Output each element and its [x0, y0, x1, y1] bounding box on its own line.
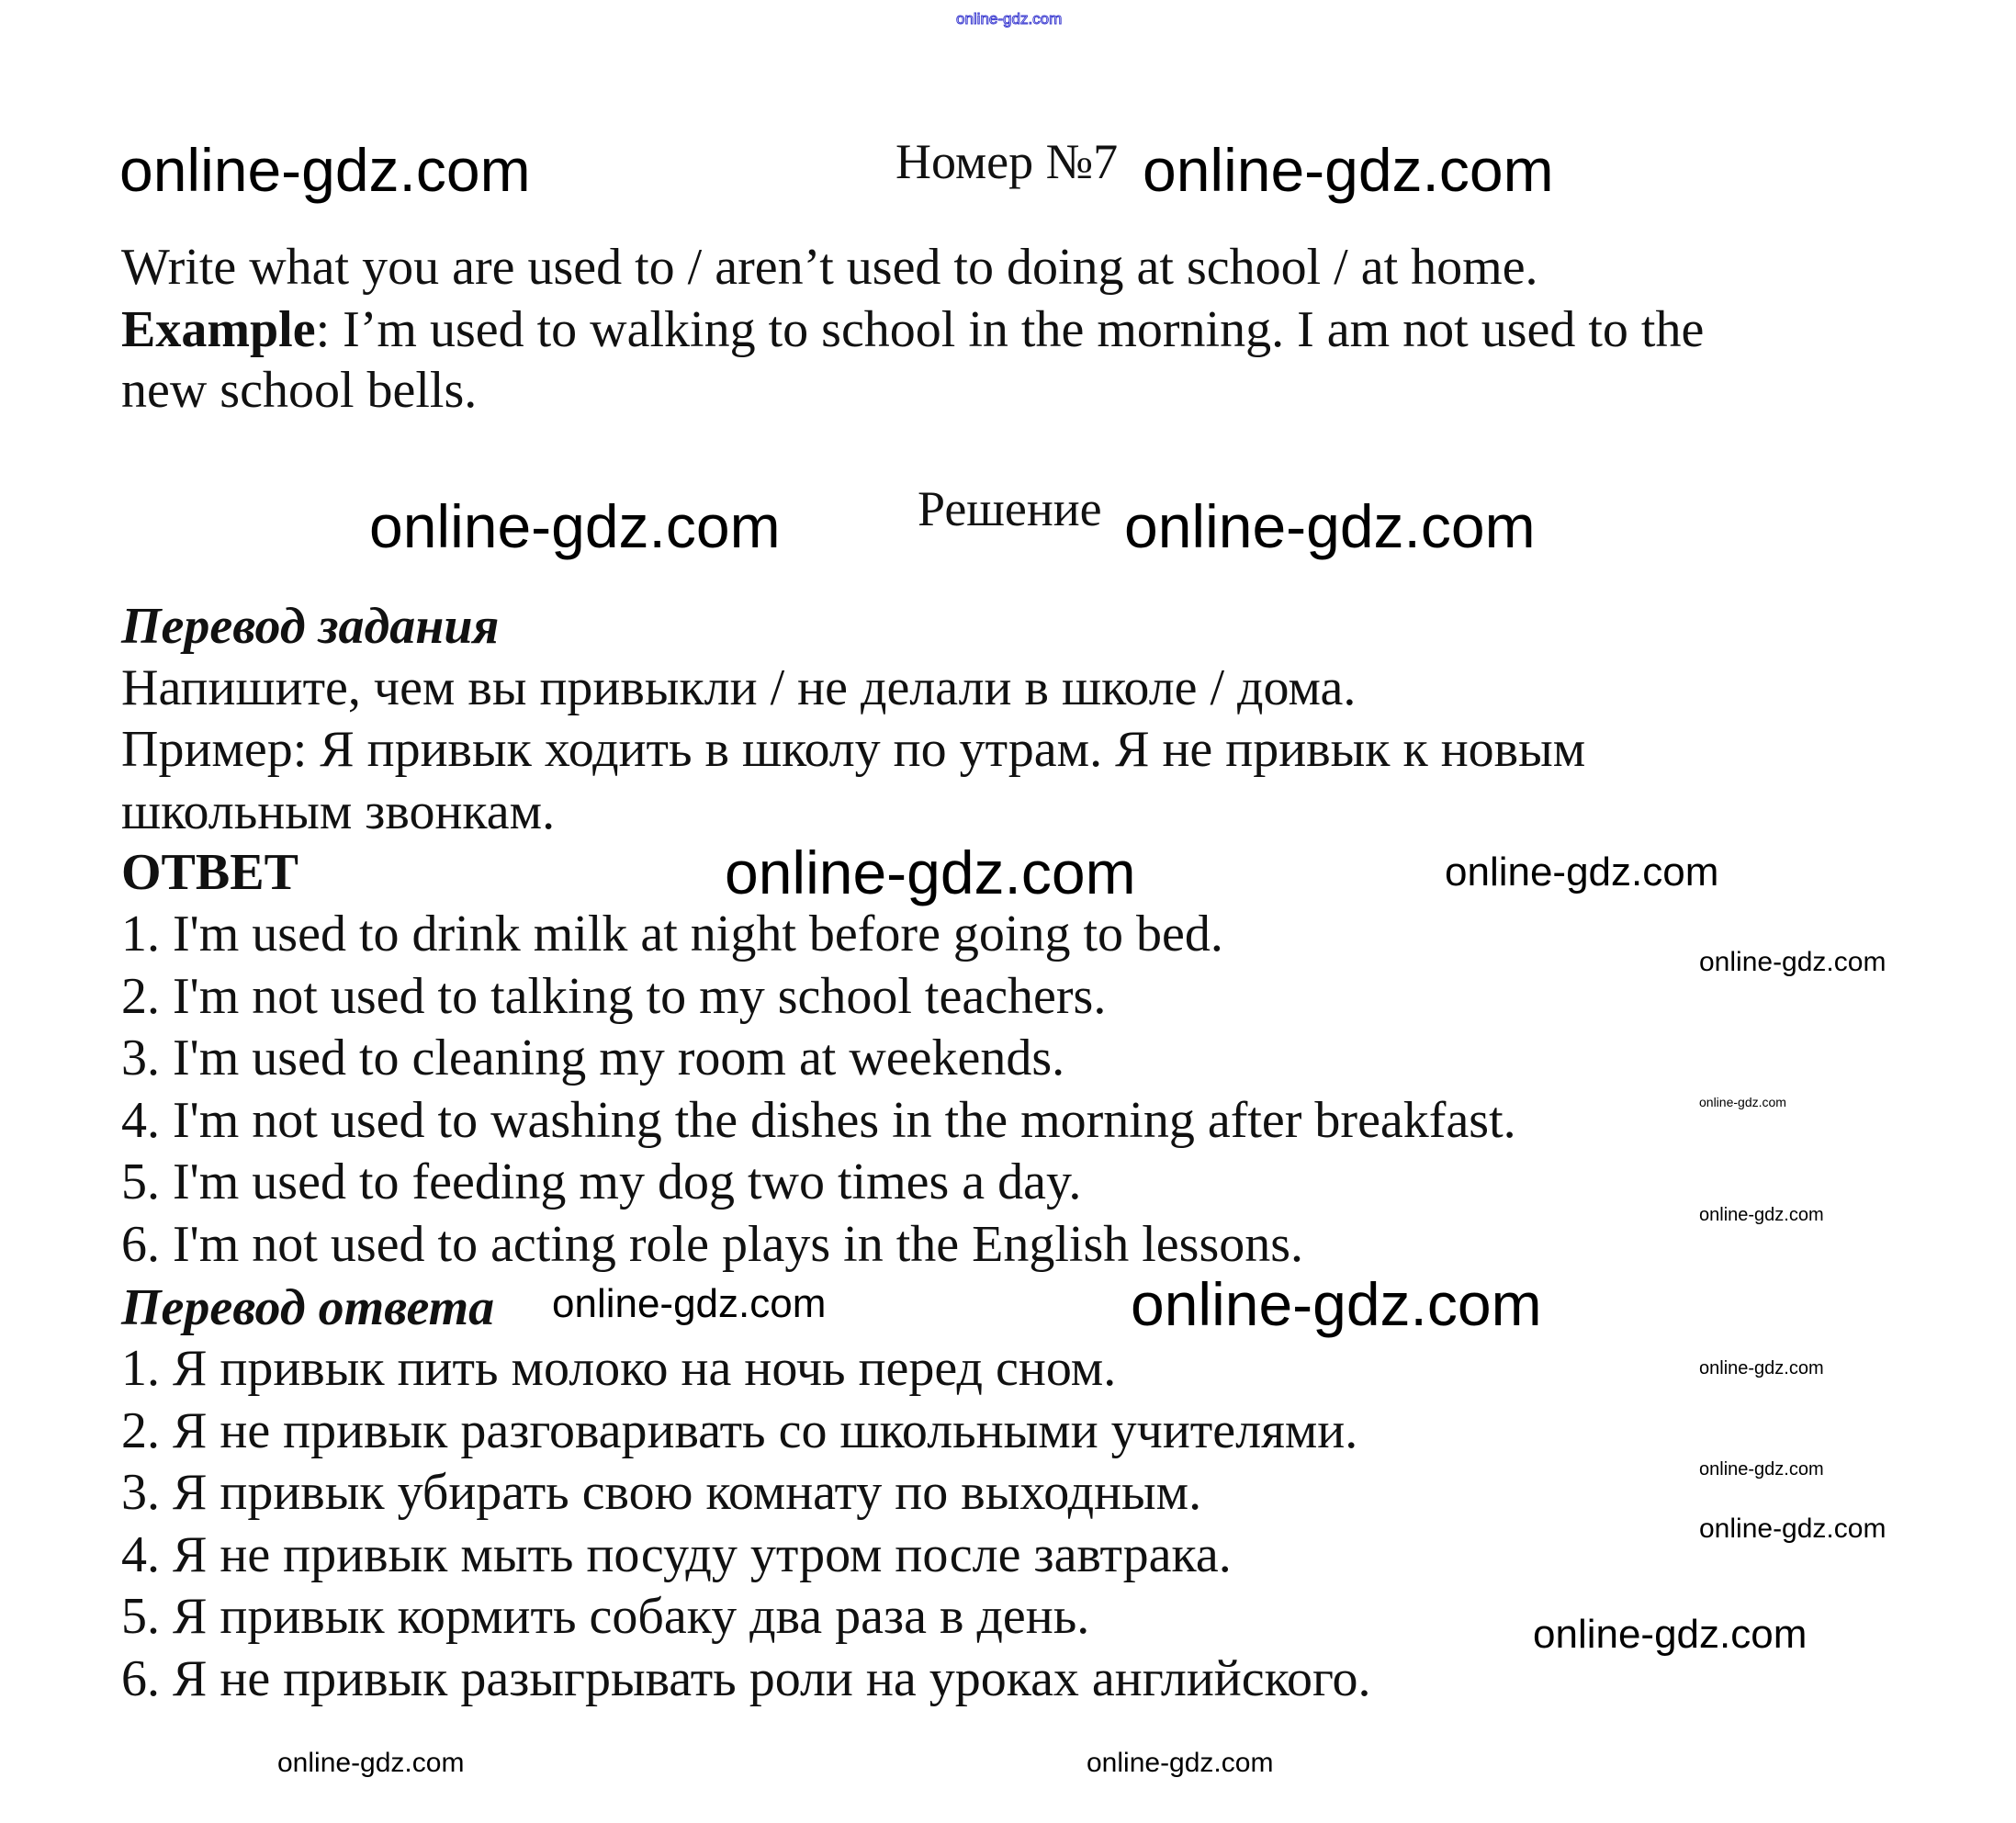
answer-translation-item: 1. Я привык пить молоко на ночь перед сном.	[121, 1340, 1117, 1397]
watermark: online-gdz.com	[1131, 1270, 1542, 1338]
answer-translation-item: 6. Я не привык разыгрывать роли на уроках английского.	[121, 1650, 1371, 1707]
answer-translation-item: 3. Я привык убирать свою комнату по выходным.	[121, 1464, 1202, 1521]
answer-translation-item: 4. Я не привык мыть посуду утром после завтрака.	[121, 1526, 1232, 1583]
watermark: online-gdz.com	[1699, 1459, 1824, 1480]
solution-label: Решение	[918, 481, 1102, 536]
answer-item: 6. I'm not used to acting role plays in the English lessons.	[121, 1216, 1304, 1273]
task-translation-line: Напишите, чем вы привыкли / не делали в школе / дома.	[121, 659, 1357, 716]
watermark: online-gdz.com	[1699, 1095, 1786, 1109]
watermark: online-gdz.com	[1699, 1205, 1824, 1225]
watermark: online-gdz.com	[119, 136, 531, 204]
watermark: online-gdz.com	[1087, 1748, 1274, 1778]
answer-heading: ОТВЕТ	[121, 844, 298, 901]
watermark: online-gdz.com	[277, 1748, 465, 1778]
exercise-number: Номер №7	[895, 134, 1119, 189]
watermark: online-gdz.com	[1699, 1514, 1886, 1544]
answer-item: 3. I'm used to cleaning my room at weekends.	[121, 1030, 1065, 1086]
example-label: Example	[121, 301, 316, 358]
task-translation-heading: Перевод задания	[121, 598, 500, 655]
watermark: online-gdz.com	[1445, 850, 1719, 895]
watermark: online-gdz.com	[1533, 1612, 1808, 1657]
watermark: online-gdz.com	[1699, 1358, 1824, 1379]
watermark: online-gdz.com	[369, 492, 781, 560]
answer-translation-heading: Перевод ответа	[121, 1279, 495, 1336]
answer-item: 5. I'm used to feeding my dog two times a day.	[121, 1153, 1082, 1210]
answer-translation-item: 5. Я привык кормить собаку два раза в день.	[121, 1588, 1090, 1645]
watermark: online-gdz.com	[1124, 492, 1536, 560]
watermark: online-gdz.com	[1143, 136, 1554, 204]
watermark: online-gdz.com	[552, 1281, 827, 1326]
answer-item: 2. I'm not used to talking to my school teachers.	[121, 968, 1107, 1025]
watermark: online-gdz.com	[1699, 947, 1886, 977]
watermark-top: online-gdz.com	[956, 10, 1063, 28]
answer-translation-item: 2. Я не привык разговаривать со школьными учителями.	[121, 1402, 1358, 1459]
example-text: : I’m used to walking to school in the morning. I am not used to the	[315, 301, 1705, 358]
watermark: online-gdz.com	[725, 838, 1136, 906]
task-example	[121, 301, 1705, 358]
answer-item: 1. I'm used to drink milk at night before going to bed.	[121, 906, 1223, 962]
task-instruction: Write what you are used to / aren’t used to doing at school / at home.	[121, 239, 1538, 296]
task-translation-line: Пример: Я привык ходить в школу по утрам. Я не привык к новым	[121, 721, 1586, 778]
task-translation-line: школьным звонкам.	[121, 783, 556, 840]
answer-item: 4. I'm not used to washing the dishes in the morning after breakfast.	[121, 1092, 1516, 1149]
task-example-cont: new school bells.	[121, 362, 478, 419]
